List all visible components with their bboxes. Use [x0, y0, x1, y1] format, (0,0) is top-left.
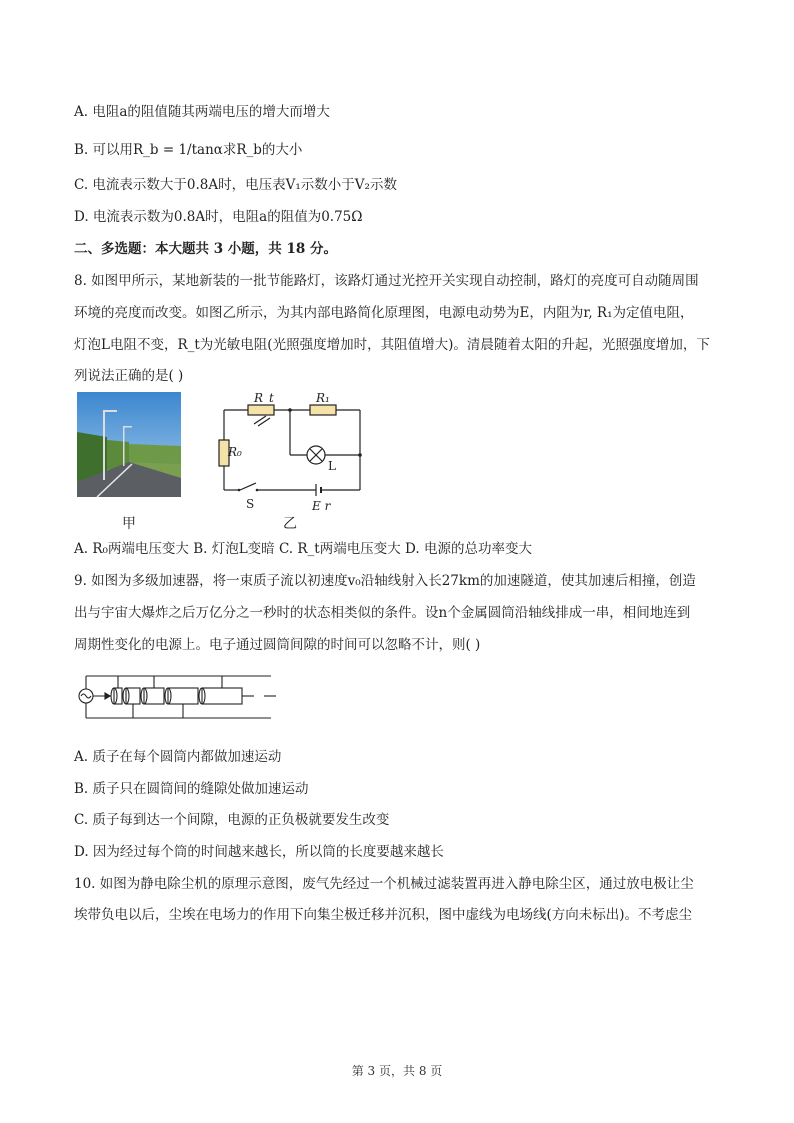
label-rt: R_t [254, 391, 274, 405]
q7-option-b: B. 可以用R_b = 1/tanα求R_b的大小 [74, 142, 303, 158]
circuit-diagram [210, 390, 370, 515]
q7-option-d: D. 电流表示数为0.8A时，电阻a的阻值为0.75Ω [74, 209, 363, 225]
q9-option-b: B. 质子只在圆筒间的缝隙处做加速运动 [74, 781, 309, 797]
q8-line-4: 列说法正确的是( ) [74, 368, 184, 384]
label-source: E r [312, 499, 331, 513]
q9-line-1: 9. 如图为多级加速器，将一束质子流以初速度v₀沿轴线射入长27km的加速隧道，使其加速后相撞，创造 [74, 573, 696, 589]
q9-option-c: C. 质子每到达一个间隙，电源的正负极就要发生改变 [74, 812, 390, 828]
q9-line-2: 出与宇宙大爆炸之后万亿分之一秒时的状态相类似的条件。设n个金属圆筒沿轴线排成一串，相间地连到 [74, 605, 691, 621]
q10-line-1: 10. 如图为静电除尘机的原理示意图，废气先经过一个机械过滤装置再进入静电除尘区，通过放电极让尘 [74, 876, 694, 892]
q9-option-a: A. 质子在每个圆筒内都做加速运动 [74, 749, 282, 765]
label-r1: R₁ [316, 391, 330, 405]
q7-option-c: C. 电流表示数大于0.8A时，电压表V₁示数小于V₂示数 [74, 177, 397, 193]
q8-line-3: 灯泡L电阻不变，R_t为光敏电阻(光照强度增加时，其阻值增大)。清晨随着太阳的升起，光照强度增加，下 [74, 337, 710, 353]
page-footer: 第 3 页，共 8 页 [351, 1064, 443, 1078]
q8-line-2: 环境的亮度而改变。如图乙所示，为其内部电路简化原理图，电源电动势为E，内阻为r, R₁为定值电阻， [74, 305, 694, 321]
section-header-multiple-choice: 二、多选题：本大题共 3 小题，共 18 分。 [74, 241, 337, 257]
q8-options: A. R₀两端电压变大 B. 灯泡L变暗 C. R_t两端电压变大 D. 电源的总功率变大 [74, 541, 532, 557]
q9-line-3: 周期性变化的电源上。电子通过圆筒间隙的时间可以忽略不计，则( ) [74, 637, 481, 653]
figure-caption-yi: 乙 [283, 516, 297, 532]
q10-line-2: 埃带负电以后，尘埃在电场力的作用下向集尘极迁移并沉积，图中虚线为电场线(方向未标出)。不考虑尘 [74, 907, 693, 923]
q7-option-a: A. 电阻a的阻值随其两端电压的增大而增大 [74, 104, 330, 120]
figure-caption-jia: 甲 [122, 516, 136, 532]
label-switch: S [246, 497, 255, 511]
label-lamp: L [328, 459, 336, 473]
accelerator-diagram [76, 666, 282, 726]
label-r0: R₀ [228, 445, 242, 459]
q9-option-d: D. 因为经过每个筒的时间越来越长，所以筒的长度要越来越长 [74, 844, 444, 860]
street-light-photo [77, 392, 181, 497]
q8-line-1: 8. 如图甲所示，某地新装的一批节能路灯，该路灯通过光控开关实现自动控制，路灯的亮度可自动随周围 [74, 273, 699, 289]
